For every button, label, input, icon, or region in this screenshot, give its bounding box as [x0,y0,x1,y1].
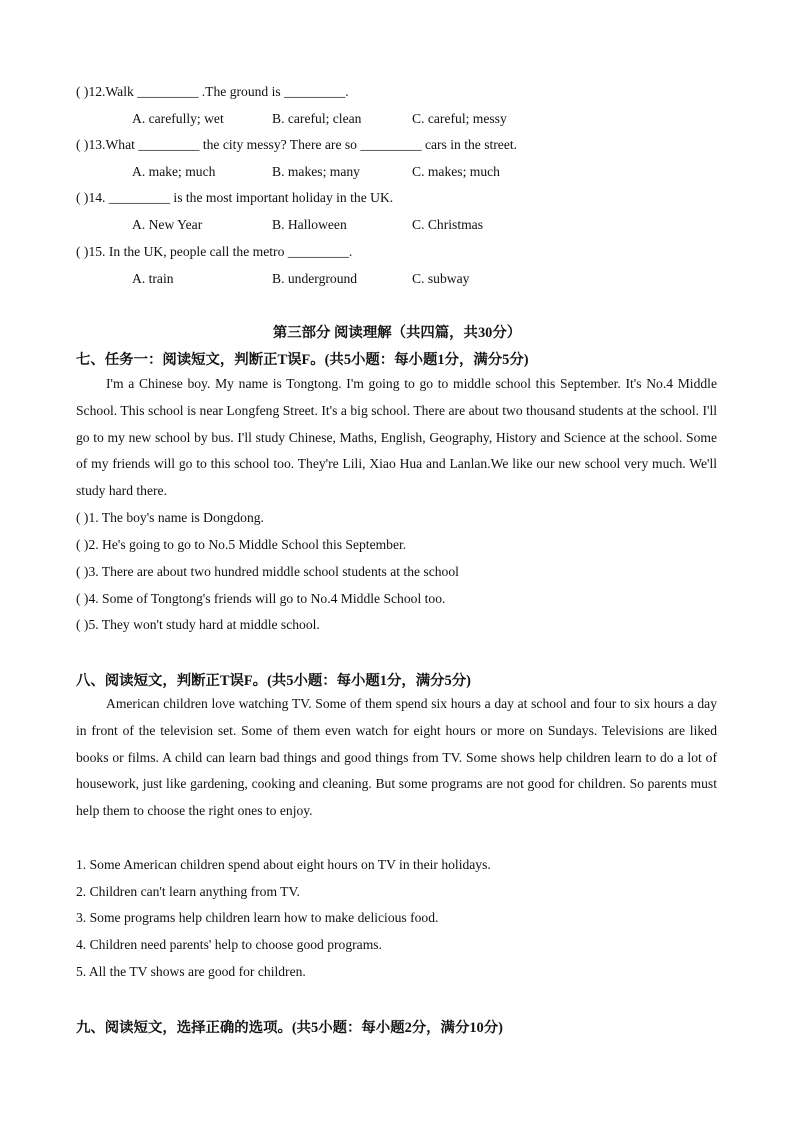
question-13-stem: ( )13.What _________ the city messy? There are so _________ cars in the street. [76,137,518,152]
question-14-option-a: A. New Year [132,217,203,232]
section8-passage-text: American children love watching TV. Some of them spend six hours a day at school and four to six hours a day in front of the television set. Some of them even watch for eight hours or more on Sundays. Televisions are liked books or films. A child can learn bad things and good things from TV. Some shows help children learn to do a lot of housework, just like gardening, cooking and cleaning. But some programs are not good for children. So parents must help them to choose the right ones to enjoy. [76,696,717,819]
question-12-option-b: B. careful; clean [272,111,362,126]
question-13-option-c: C. makes; much [412,164,500,179]
section8-item-3: 3. Some programs help children learn how to make delicious food. [76,910,439,925]
section8-item-1: 1. Some American children spend about eight hours on TV in their holidays. [76,857,491,872]
question-15-option-a: A. train [132,271,174,286]
section7-item-4: ( )4. Some of Tongtong's friends will go to No.4 Middle School too. [76,591,446,606]
section7-item-3: ( )3. There are about two hundred middle school students at the school [76,564,459,579]
section7-heading: 七、任务一：阅读短文，判断正T误F。(共5小题：每小题1分，满分5分) [76,352,529,368]
section8-item-2: 2. Children can't learn anything from TV. [76,884,300,899]
question-13-option-b: B. makes; many [272,164,360,179]
question-12-stem: ( )12.Walk _________ .The ground is _________. [76,84,349,99]
section7-passage [76,371,717,505]
section7-item-5: ( )5. They won't study hard at middle school. [76,617,320,632]
section8-heading: 八、阅读短文，判断正T误F。(共5小题：每小题1分，满分5分) [76,673,471,689]
question-13-option-a: A. make; much [132,164,216,179]
question-14-option-c: C. Christmas [412,217,483,232]
question-14-option-b: B. Halloween [272,217,347,232]
section9-heading: 九、阅读短文，选择正确的选项。(共5小题：每小题2分，满分10分) [76,1020,503,1036]
question-15-option-c: C. subway [412,271,470,286]
question-15-stem: ( )15. In the UK, people call the metro _________. [76,244,353,259]
section7-item-2: ( )2. He's going to go to No.5 Middle School this September. [76,537,407,552]
part3-title: 第三部分 阅读理解（共四篇，共30分） [272,325,522,341]
section7-item-1: ( )1. The boy's name is Dongdong. [76,510,264,525]
question-15-option-b: B. underground [272,271,358,286]
section8-item-4: 4. Children need parents' help to choose good programs. [76,937,382,952]
question-12-option-a: A. carefully; wet [132,111,224,126]
section8-passage [76,691,717,825]
section8-item-5: 5. All the TV shows are good for children. [76,964,306,979]
question-12-option-c: C. careful; messy [412,111,507,126]
question-14-stem: ( )14. _________ is the most important holiday in the UK. [76,190,394,205]
section7-passage-text: I'm a Chinese boy. My name is Tongtong. I'm going to go to middle school this September. It's No.4 Middle School. This school is near Longfeng Street. It's a big school. There are about two thousand students at the school. I'll go to my new school by bus. I'll study Chinese, Maths, English, Geography, History and Science at the school. Some of my friends will go to this school too. They're Lili, Xiao Hua and Lanlan.We like our new school very much. We'll study hard there. [76,376,717,499]
